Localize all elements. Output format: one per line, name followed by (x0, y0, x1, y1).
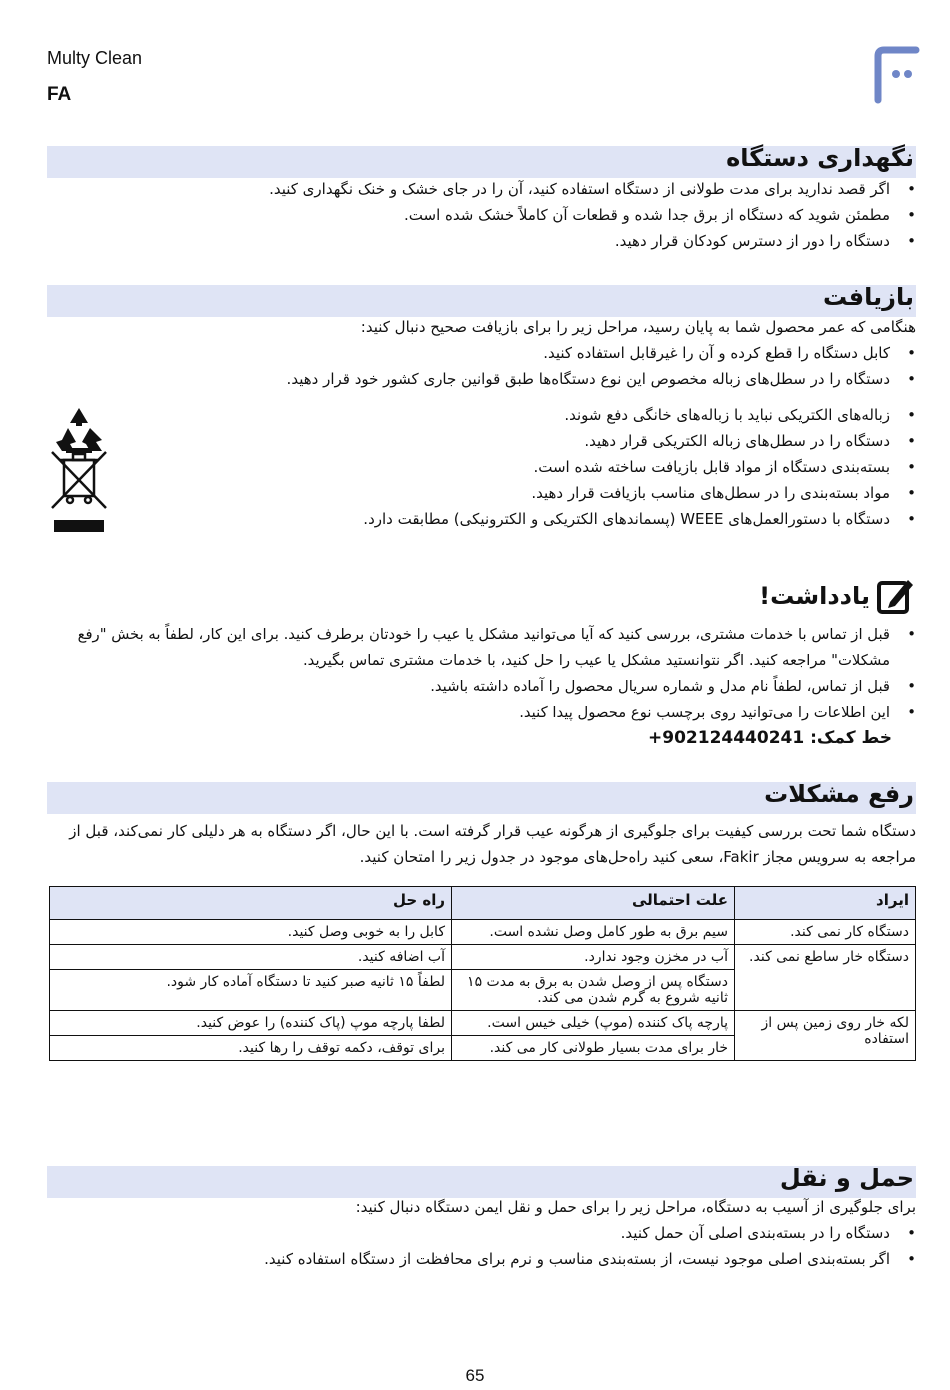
table-row (50, 945, 916, 970)
section-band-troubleshooting (47, 782, 916, 814)
recycling-list-a (287, 340, 916, 392)
page-number: 65 (465, 1366, 485, 1385)
list-item: • دستگاه را در سطل‌های زباله مخصوص این نوع دستگاه‌ها طبق قوانین جاری کشور خود قرار دهید. (287, 366, 916, 392)
column-header-cause: علت احتمالی (452, 887, 735, 920)
troubleshooting-intro: دستگاه شما تحت بررسی کیفیت برای جلوگیری از هرگونه عیب قرار گرفته است. با این حال، اگر دستگاه به هر دلیلی کار نمی‌کند، قبل از مراجعه به سرویس مجاز Fakir، سعی کنید راه‌حل‌های موجود در جدول زیر را امتحان کنید. (69, 822, 916, 866)
pencil-note-icon (876, 576, 914, 616)
troubleshooting-table (49, 886, 916, 1061)
list-item: • دستگاه را در سطل‌های زباله الکتریکی قرار دهید. (363, 428, 916, 454)
solution-cell: کابل را به خوبی وصل کنید. (50, 920, 452, 945)
recycling-symbols (48, 404, 110, 536)
cause-cell: آب در مخزن وجود ندارد. (452, 945, 735, 970)
cause-cell: خار برای مدت بسیار طولانی کار می کند. (452, 1036, 735, 1061)
column-header-problem: ایراد (735, 887, 916, 920)
problem-cell: دستگاه کار نمی کند. (735, 920, 916, 945)
list-item: • مواد بسته‌بندی را در سطل‌های مناسب بازیافت قرار دهید. (363, 480, 916, 506)
recycling-list-b (363, 402, 916, 532)
solution-cell: لطفا پارچه موپ (پاک کننده) را عوض کنید. (50, 1011, 452, 1036)
table-row (50, 920, 916, 945)
storage-list (269, 176, 916, 254)
hotline (648, 728, 892, 748)
column-header-solution: راه حل (50, 887, 452, 920)
list-item: • اگر بسته‌بندی اصلی موجود نیست، از بسته‌بندی مناسب و نرم برای محافظت از دستگاه استفاده کنید. (264, 1246, 916, 1272)
note-list (76, 622, 916, 726)
list-item: • دستگاه را دور از دسترس کودکان قرار دهید. (269, 228, 916, 254)
recycle-icon (56, 408, 102, 453)
list-item: • این اطلاعات را می‌توانید روی برچسب نوع محصول پیدا کنید. (76, 700, 916, 726)
list-item: • اگر قصد ندارید برای مدت طولانی از دستگاه استفاده کنید، آن را در جای خشک و خنک نگهداری کنید. (269, 176, 916, 202)
list-item: • قبل از تماس با خدمات مشتری، بررسی کنید که آیا می‌توانید مشکل یا عیب را خودتان برطرف کنید. برای این کار، لطفاً به بخش "رفع مشکلات" مراجعه کنید. اگر نتوانستید مشکل یا عیب را حل کنید، با خدمات مشتری تماس بگیرید. (76, 622, 916, 674)
cause-cell: پارچه پاک کننده (موپ) خیلی خیس است. (452, 1011, 735, 1036)
underline-bar (54, 520, 104, 532)
list-item: • مطمئن شوید که دستگاه از برق جدا شده و قطعات آن کاملاً خشک شده است. (269, 202, 916, 228)
note-title: یادداشت! (759, 582, 870, 610)
list-item: • دستگاه را در بسته‌بندی اصلی آن حمل کنید. (264, 1220, 916, 1246)
list-item: • دستگاه با دستورالعمل‌های WEEE (پسماندهای الکتریکی و الکترونیکی) مطابقت دارد. (363, 506, 916, 532)
list-item: • قبل از تماس، لطفاً نام مدل و شماره سریال محصول را آماده داشته باشید. (76, 674, 916, 700)
hotline-label: خط کمک: (810, 728, 892, 748)
cause-cell: دستگاه پس از وصل شدن به برق به مدت ۱۵ ثانیه شروع به گرم شدن می کند. (452, 970, 735, 1011)
section-title-transport: حمل و نقل (779, 1164, 914, 1192)
cause-cell: سیم برق به طور کامل وصل نشده است. (452, 920, 735, 945)
transport-intro: برای جلوگیری از آسیب به دستگاه، مراحل زیر را برای حمل و نقل ایمن دستگاه دنبال کنید: (355, 1198, 916, 1216)
section-band-recycling (47, 285, 916, 317)
language-code: FA (47, 84, 72, 105)
table-row (50, 1011, 916, 1036)
brand-logo-icon (872, 44, 920, 104)
list-item: • زباله‌های الکتریکی نباید با زباله‌های خانگی دفع شوند. (363, 402, 916, 428)
solution-cell: برای توقف، دکمه توقف را رها کنید. (50, 1036, 452, 1061)
list-item: • بسته‌بندی دستگاه از مواد قابل بازیافت ساخته شده است. (363, 454, 916, 480)
section-title-troubleshooting: رفع مشکلات (764, 780, 914, 808)
problem-cell: دستگاه خار ساطع نمی کند. (735, 945, 916, 1011)
section-title-recycling: بازیافت (823, 283, 914, 311)
brand-name: Multy Clean (47, 48, 143, 68)
note-heading (759, 576, 914, 616)
crossed-bin-icon (52, 452, 106, 508)
hotline-number[interactable]: +902124440241 (648, 728, 805, 748)
recycling-intro: هنگامی که عمر محصول شما به پایان رسید، مراحل زیر را برای بازیافت صحیح دنبال کنید: (360, 318, 916, 336)
section-band-storage (47, 146, 916, 178)
solution-cell: لطفاً ۱۵ ثانیه صبر کنید تا دستگاه آماده کار شود. (50, 970, 452, 1011)
section-band-transport (47, 1166, 916, 1198)
table-header-row (50, 887, 916, 920)
section-title-storage: نگهداری دستگاه (726, 144, 914, 172)
solution-cell: آب اضافه کنید. (50, 945, 452, 970)
transport-list (264, 1220, 916, 1272)
list-item: • کابل دستگاه را قطع کرده و آن را غیرقابل استفاده کنید. (287, 340, 916, 366)
problem-cell: لکه خار روی زمین پس از استفاده (735, 1011, 916, 1061)
